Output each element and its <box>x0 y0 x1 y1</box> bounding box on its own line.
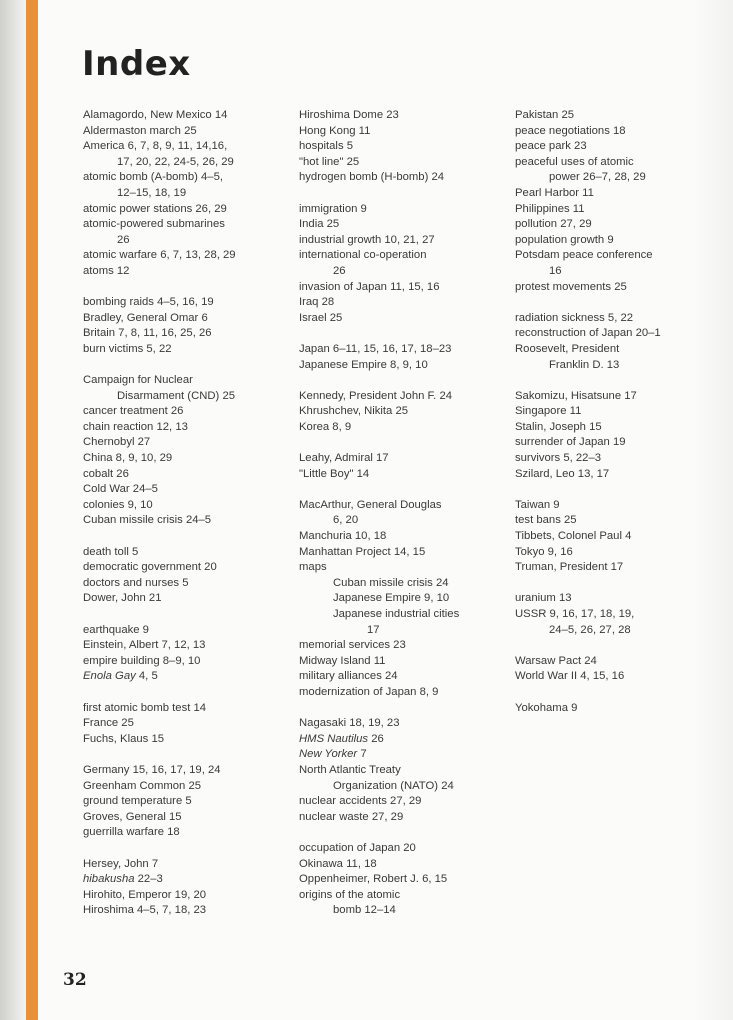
index-entry <box>83 591 293 607</box>
index-entry <box>299 545 504 561</box>
index-entry <box>515 560 705 576</box>
index-entry-line: Chernobyl 27 <box>83 436 151 449</box>
index-entry-line: France 25 <box>83 717 134 730</box>
index-entry-line: uranium 13 <box>515 592 572 605</box>
index-letter-gap <box>83 841 293 857</box>
index-entry <box>299 202 504 218</box>
orange-margin-bar <box>26 0 38 1020</box>
index-entry <box>515 420 705 436</box>
index-entry <box>299 295 504 311</box>
index-entry <box>83 264 293 280</box>
index-letter-gap <box>299 435 504 451</box>
index-entry-line: Alamagordo, New Mexico 14 <box>83 109 228 121</box>
index-entry-line: Japan 6–11, 15, 16, 17, 18–23 <box>299 342 452 355</box>
page-number: 32 <box>63 970 87 990</box>
index-entry <box>83 701 293 717</box>
index-entry-line: Khrushchev, Nikita 25 <box>299 405 409 418</box>
index-entry <box>515 342 705 373</box>
index-entry-line: memorial services 23 <box>299 639 406 652</box>
index-entry-line: Hong Kong 11 <box>299 124 371 137</box>
index-entry <box>83 498 293 514</box>
index-entry <box>515 498 705 514</box>
index-entry <box>515 311 705 327</box>
index-entry-line: Enola Gay 4, 5 <box>83 670 158 683</box>
index-entry <box>83 311 293 327</box>
index-entry-continuation: 6, 20 <box>333 514 359 527</box>
index-entry-line: Hiroshima 4–5, 7, 18, 23 <box>83 904 207 917</box>
index-entry <box>83 420 293 436</box>
index-entry <box>83 638 293 654</box>
index-entry <box>299 794 504 810</box>
index-entry <box>299 888 504 919</box>
index-entry-continuation: 17, 20, 22, 24-5, 26, 29 <box>117 155 234 168</box>
index-entry <box>83 716 293 732</box>
index-entry-line: occupation of Japan 20 <box>299 841 416 854</box>
index-entry <box>83 139 293 170</box>
index-entry <box>83 576 293 592</box>
index-letter-gap <box>299 701 504 717</box>
index-letter-gap <box>83 685 293 701</box>
page-title: Index <box>82 44 191 84</box>
index-entry <box>83 326 293 342</box>
index-letter-gap <box>515 373 705 389</box>
index-entry <box>299 233 504 249</box>
index-entry-line: protest movements 25 <box>515 280 627 293</box>
index-entry <box>83 872 293 888</box>
index-letter-gap <box>299 825 504 841</box>
index-entry <box>83 482 293 498</box>
index-entry-line: Cuban missile crisis 24–5 <box>83 514 212 527</box>
index-entry <box>299 857 504 873</box>
index-entry-continuation: 17 <box>367 623 380 636</box>
index-entry-line: Midway Island 11 <box>299 654 386 667</box>
index-entry <box>515 467 705 483</box>
index-entry-line: nuclear accidents 27, 29 <box>299 795 422 808</box>
index-entry-line: Japanese Empire 9, 10 <box>333 592 450 605</box>
index-entry-line: Philippines 11 <box>515 202 585 215</box>
index-entry-continuation: 26 <box>333 264 346 277</box>
index-entry-continuation: Franklin D. 13 <box>549 358 620 371</box>
index-entry <box>299 170 504 186</box>
index-entry-line: Manhattan Project 14, 15 <box>299 545 426 558</box>
index-entry <box>515 326 705 342</box>
index-entry-line: surrender of Japan 19 <box>515 436 626 449</box>
index-entry-line: USSR 9, 16, 17, 18, 19, <box>515 608 635 620</box>
index-entry-continuation: 26 <box>117 233 130 246</box>
index-entry <box>299 139 504 155</box>
index-entry-line: Potsdam peace conference <box>515 249 653 262</box>
index-entry-line: Nagasaki 18, 19, 23 <box>299 717 400 730</box>
italic-title: HMS Nautilus <box>299 732 369 745</box>
index-entry-line: India 25 <box>299 218 340 231</box>
index-entry-line: Greenham Common 25 <box>83 779 202 792</box>
index-entry <box>515 124 705 140</box>
index-entry-line: Oppenheimer, Robert J. 6, 15 <box>299 873 448 886</box>
index-entry-line: America 6, 7, 8, 9, 11, 14,16, <box>83 140 228 153</box>
index-entry <box>83 857 293 873</box>
index-entry-line: Germany 15, 16, 17, 19, 24 <box>83 763 221 776</box>
index-entry-line: Pakistan 25 <box>515 109 575 121</box>
index-entry <box>515 108 705 124</box>
index-entry-line: nuclear waste 27, 29 <box>299 810 404 823</box>
index-entry <box>515 186 705 202</box>
index-entry <box>299 560 504 576</box>
index-entry-line: chain reaction 12, 13 <box>83 420 188 433</box>
index-entry-continuation: Organization (NATO) 24 <box>333 779 454 792</box>
index-entry-line: atomic warfare 6, 7, 13, 28, 29 <box>83 249 236 262</box>
index-entry-line: democratic government 20 <box>83 561 217 574</box>
index-entry <box>83 124 293 140</box>
index-entry-line: Cold War 24–5 <box>83 483 158 496</box>
index-entry <box>83 513 293 529</box>
index-entry <box>83 404 293 420</box>
index-column-3 <box>515 108 705 716</box>
index-entry-line: Groves, General 15 <box>83 810 182 823</box>
index-column-2 <box>299 108 504 919</box>
index-entry-line: MacArthur, General Douglas <box>299 498 442 511</box>
index-entry <box>299 389 504 405</box>
index-letter-gap <box>515 482 705 498</box>
index-entry <box>299 872 504 888</box>
index-entry <box>83 794 293 810</box>
index-entry <box>83 202 293 218</box>
index-entry <box>515 217 705 233</box>
index-entry-continuation: 16 <box>549 264 562 277</box>
index-letter-gap <box>83 607 293 623</box>
index-entry-line: invasion of Japan 11, 15, 16 <box>299 280 440 293</box>
index-entry <box>299 763 504 794</box>
index-entry-line: industrial growth 10, 21, 27 <box>299 233 435 246</box>
index-entry-line: hydrogen bomb (H-bomb) 24 <box>299 171 445 184</box>
index-entry <box>83 560 293 576</box>
index-entry <box>83 248 293 264</box>
index-entry-line: colonies 9, 10 <box>83 498 153 511</box>
spine-shadow <box>0 0 26 1020</box>
index-entry-line: World War II 4, 15, 16 <box>515 670 625 683</box>
index-entry-line: atoms 12 <box>83 264 130 277</box>
index-entry-line: Okinawa 11, 18 <box>299 857 377 870</box>
index-entry-line: cancer treatment 26 <box>83 405 184 418</box>
index-entry-line: hibakusha 22–3 <box>83 873 163 886</box>
index-entry <box>515 280 705 296</box>
index-entry-line: bombing raids 4–5, 16, 19 <box>83 296 214 309</box>
index-entry <box>515 451 705 467</box>
index-entry <box>299 248 504 279</box>
index-letter-gap <box>299 326 504 342</box>
index-entry-line: Stalin, Joseph 15 <box>515 420 602 433</box>
index-letter-gap <box>299 482 504 498</box>
index-entry-line: Dower, John 21 <box>83 592 162 605</box>
index-entry-line: peaceful uses of atomic <box>515 155 634 168</box>
index-entry-line: cobalt 26 <box>83 467 129 480</box>
index-entry <box>515 513 705 529</box>
index-entry <box>83 654 293 670</box>
index-letter-gap <box>83 280 293 296</box>
italic-title: Enola Gay <box>83 670 136 683</box>
index-entry <box>515 233 705 249</box>
index-entry-line: New Yorker 7 <box>299 748 367 761</box>
index-letter-gap <box>515 638 705 654</box>
index-entry <box>299 669 504 685</box>
index-entry <box>515 654 705 670</box>
index-entry-line: international co-operation <box>299 249 427 262</box>
index-entry <box>83 825 293 841</box>
index-entry-line: Roosevelt, President <box>515 342 620 355</box>
index-entry-line: Hirohito, Emperor 19, 20 <box>83 888 207 901</box>
index-entry-line: Manchuria 10, 18 <box>299 530 387 543</box>
index-entry <box>299 467 504 483</box>
index-entry <box>299 529 504 545</box>
index-entry-line: Campaign for Nuclear <box>83 374 193 387</box>
index-entry-line: burn victims 5, 22 <box>83 342 172 355</box>
index-entry-line: Einstein, Albert 7, 12, 13 <box>83 639 206 652</box>
index-entry <box>299 311 504 327</box>
index-entry <box>299 280 504 296</box>
index-letter-gap <box>299 186 504 202</box>
index-entry-line: modernization of Japan 8, 9 <box>299 685 439 698</box>
italic-title: hibakusha <box>83 873 135 886</box>
index-entry <box>83 342 293 358</box>
index-entry <box>515 389 705 405</box>
index-entry-continuation: 24–5, 26, 27, 28 <box>549 623 631 636</box>
index-entry <box>83 888 293 904</box>
index-entry <box>83 217 293 248</box>
index-entry <box>83 295 293 311</box>
index-entry-line: Szilard, Leo 13, 17 <box>515 467 610 480</box>
index-entry-line: Aldermaston march 25 <box>83 124 197 137</box>
index-entry-line: Japanese Empire 8, 9, 10 <box>299 358 428 371</box>
index-entry-line: Fuchs, Klaus 15 <box>83 732 165 745</box>
index-entry-line: Singapore 11 <box>515 405 582 418</box>
index-letter-gap <box>515 685 705 701</box>
index-entry <box>299 404 504 420</box>
index-entry <box>299 155 504 171</box>
index-entry <box>83 170 293 201</box>
index-entry-line: Hiroshima Dome 23 <box>299 109 399 121</box>
index-entry-line: peace negotiations 18 <box>515 124 626 137</box>
index-entry <box>299 732 504 748</box>
index-entry-line: Iraq 28 <box>299 296 335 309</box>
index-entry-line: reconstruction of Japan 20–1 <box>515 327 661 340</box>
index-entry <box>299 358 504 374</box>
index-entry-line: Britain 7, 8, 11, 16, 25, 26 <box>83 327 212 340</box>
index-entry <box>83 545 293 561</box>
index-entry <box>83 108 293 124</box>
index-letter-gap <box>515 576 705 592</box>
index-entry-line: military alliances 24 <box>299 670 398 683</box>
index-entry-line: Kennedy, President John F. 24 <box>299 389 453 402</box>
index-entry <box>515 545 705 561</box>
index-entry-line: origins of the atomic <box>299 888 401 901</box>
index-entry <box>83 763 293 779</box>
index-entry-line: HMS Nautilus 26 <box>299 732 384 745</box>
index-entry-line: atomic-powered submarines <box>83 218 225 231</box>
index-entry-line: population growth 9 <box>515 233 614 246</box>
index-entry-line: test bans 25 <box>515 514 577 527</box>
index-entry-continuation: Disarmament (CND) 25 <box>117 389 236 402</box>
index-entry <box>83 903 293 919</box>
index-entry-line: Warsaw Pact 24 <box>515 654 597 667</box>
index-entry-line: maps <box>299 561 327 574</box>
index-entry-line: Tibbets, Colonel Paul 4 <box>515 530 632 543</box>
index-entry <box>299 420 504 436</box>
index-entry <box>83 451 293 467</box>
index-entry-line: doctors and nurses 5 <box>83 576 189 589</box>
index-entry-line: Taiwan 9 <box>515 498 560 511</box>
index-entry <box>515 435 705 451</box>
index-entry-line: Truman, President 17 <box>515 561 624 574</box>
index-entry <box>515 591 705 607</box>
index-entry-line: Korea 8, 9 <box>299 420 352 433</box>
index-entry-line: Yokohama 9 <box>515 701 578 714</box>
index-entry <box>299 716 504 732</box>
index-entry <box>515 529 705 545</box>
index-entry <box>83 373 293 404</box>
index-entry-line: earthquake 9 <box>83 623 149 636</box>
index-column-1 <box>83 108 293 919</box>
index-entry <box>299 747 504 763</box>
index-entry <box>515 202 705 218</box>
index-entry-line: Sakomizu, Hisatsune 17 <box>515 389 637 402</box>
index-subentry <box>299 607 504 638</box>
index-entry-continuation: power 26–7, 28, 29 <box>549 171 646 184</box>
index-entry <box>83 435 293 451</box>
index-entry-line: China 8, 9, 10, 29 <box>83 452 173 465</box>
index-entry <box>515 139 705 155</box>
index-entry <box>299 124 504 140</box>
index-entry <box>299 342 504 358</box>
index-entry <box>299 638 504 654</box>
index-entry <box>83 779 293 795</box>
index-entry-line: Bradley, General Omar 6 <box>83 311 208 324</box>
index-entry <box>515 155 705 186</box>
index-entry-line: Japanese industrial cities <box>333 608 460 620</box>
index-entry <box>515 404 705 420</box>
index-entry <box>299 841 504 857</box>
index-entry-line: hospitals 5 <box>299 140 354 153</box>
index-entry <box>299 498 504 529</box>
index-letter-gap <box>83 747 293 763</box>
index-subentry <box>299 576 504 592</box>
index-letter-gap <box>299 373 504 389</box>
index-entry-line: immigration 9 <box>299 202 367 215</box>
index-entry-line: "Little Boy" 14 <box>299 467 370 480</box>
index-letter-gap <box>515 295 705 311</box>
index-entry-continuation: 12–15, 18, 19 <box>117 186 187 199</box>
index-entry <box>299 810 504 826</box>
index-entry-line: first atomic bomb test 14 <box>83 701 207 714</box>
index-entry-line: Pearl Harbor 11 <box>515 186 594 199</box>
index-entry <box>83 810 293 826</box>
index-letter-gap <box>83 529 293 545</box>
index-entry <box>299 108 504 124</box>
index-entry-line: Leahy, Admiral 17 <box>299 452 389 465</box>
index-entry-line: survivors 5, 22–3 <box>515 452 602 465</box>
index-entry-line: guerrilla warfare 18 <box>83 826 180 839</box>
index-entry <box>299 685 504 701</box>
index-letter-gap <box>83 358 293 374</box>
index-entry-line: North Atlantic Treaty <box>299 763 401 776</box>
index-entry-line: pollution 27, 29 <box>515 218 592 231</box>
index-entry <box>515 248 705 279</box>
index-entry <box>515 701 705 717</box>
index-entry <box>299 217 504 233</box>
index-entry <box>299 451 504 467</box>
index-entry-line: peace park 23 <box>515 140 587 153</box>
index-entry-line: empire building 8–9, 10 <box>83 654 201 667</box>
index-entry <box>83 623 293 639</box>
index-entry-line: atomic bomb (A-bomb) 4–5, <box>83 171 224 184</box>
index-entry-line: ground temperature 5 <box>83 795 192 808</box>
index-entry-line: Israel 25 <box>299 311 343 324</box>
index-entry <box>83 467 293 483</box>
index-entry <box>83 669 293 685</box>
index-entry-line: Hersey, John 7 <box>83 857 159 870</box>
index-entry-line: "hot line" 25 <box>299 155 360 168</box>
index-entry-line: atomic power stations 26, 29 <box>83 202 227 215</box>
index-subentry <box>299 591 504 607</box>
italic-title: New Yorker <box>299 748 358 761</box>
index-entry-line: Cuban missile crisis 24 <box>333 576 449 589</box>
index-entry-line: radiation sickness 5, 22 <box>515 311 634 324</box>
index-entry-continuation: bomb 12–14 <box>333 904 396 917</box>
index-entry <box>83 732 293 748</box>
index-entry-line: Tokyo 9, 16 <box>515 545 573 558</box>
index-entry <box>515 607 705 638</box>
index-entry <box>299 654 504 670</box>
index-entry-line: death toll 5 <box>83 545 139 558</box>
index-entry <box>515 669 705 685</box>
